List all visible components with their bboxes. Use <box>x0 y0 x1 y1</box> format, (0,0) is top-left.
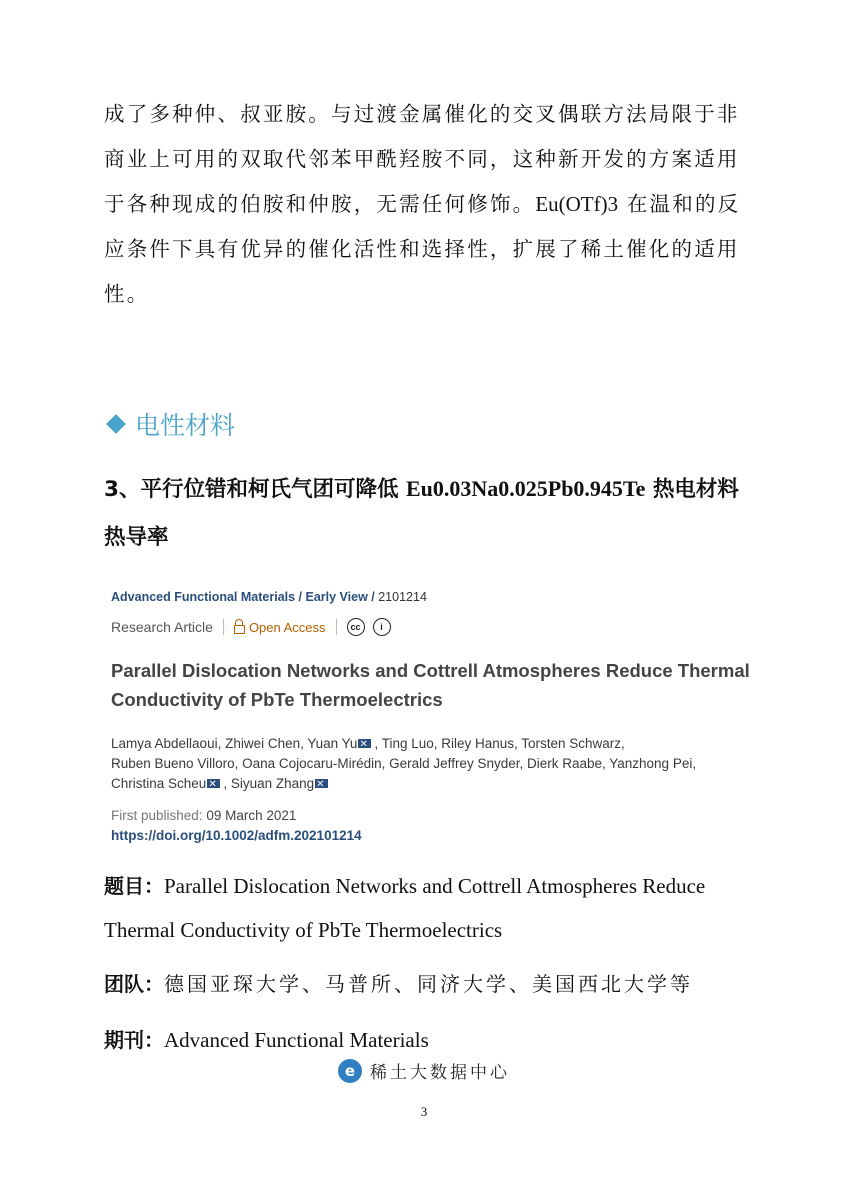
section-title: 电性材料 <box>135 411 236 440</box>
intro-line-1: 成了多种仲、叔亚胺。与过渡金属催化的交叉偶联方法局限于非 <box>104 102 740 126</box>
article-heading: 3、平行位错和柯氏气团可降低 Eu0.03Na0.025Pb0.945Te 热电材料热导率 <box>104 476 739 550</box>
article-type: Research Article <box>111 619 213 635</box>
section-heading <box>104 404 235 444</box>
cc-license-icon: cc <box>347 618 365 636</box>
page-number: 3 <box>420 1104 428 1119</box>
article-screenshot <box>104 582 754 850</box>
info-team: 团队：德国亚琛大学、马普所、同济大学、美国西北大学等 <box>104 972 693 996</box>
paper-title: Parallel Dislocation Networks and Cottrell Atmospheres Reduce Thermal Conductivity of PbTe Thermoelectrics <box>111 660 750 710</box>
email-icon <box>207 779 220 788</box>
divider <box>336 619 337 635</box>
lock-icon <box>234 625 245 634</box>
email-icon <box>315 779 328 788</box>
logo-text: 稀土大数据中心 <box>370 1063 510 1083</box>
divider <box>223 619 224 635</box>
info-title: 题目：Parallel Dislocation Networks and Cottrell Atmospheres Reduce Thermal Conductivity of PbTe Thermoelectrics <box>104 874 706 942</box>
open-access-badge: Open Access <box>234 620 326 635</box>
intro-line-3: 于各种现成的伯胺和仲胺，无需任何修饰。Eu(OTf)3 在温和的反 <box>104 192 741 216</box>
author-list: Lamya Abdellaoui, Zhiwei Chen, Yuan Yu✕ , Ting Luo, Riley Hanus, Torsten Schwarz, Ruben Bueno Villoro, Oana Cojocaru-Mirédin, Gerald Jeffrey Snyder, Dierk Raabe, Yanzhong Pei, Christina Scheu✕ , Siyuan Zhang✕ <box>111 734 751 794</box>
footer-logo <box>0 1058 848 1083</box>
attribution-icon: i <box>373 618 391 636</box>
intro-line-5: 性。 <box>104 282 150 306</box>
intro-line-4: 应条件下具有优异的催化活性和选择性，扩展了稀土催化的适用 <box>104 237 740 261</box>
diamond-bullet-icon <box>106 414 126 434</box>
logo-icon: e <box>338 1059 362 1083</box>
first-published: First published: 09 March 2021 <box>111 808 297 823</box>
article-type-row <box>111 618 399 636</box>
journal-breadcrumb: Advanced Functional Materials / Early View / 2101214 <box>111 590 427 604</box>
email-icon <box>358 739 371 748</box>
intro-line-2: 商业上可用的双取代邻苯甲酰羟胺不同，这种新开发的方案适用 <box>104 147 740 171</box>
doi-link: https://doi.org/10.1002/adfm.202101214 <box>111 828 362 843</box>
info-journal: 期刊：Advanced Functional Materials <box>104 1028 429 1052</box>
